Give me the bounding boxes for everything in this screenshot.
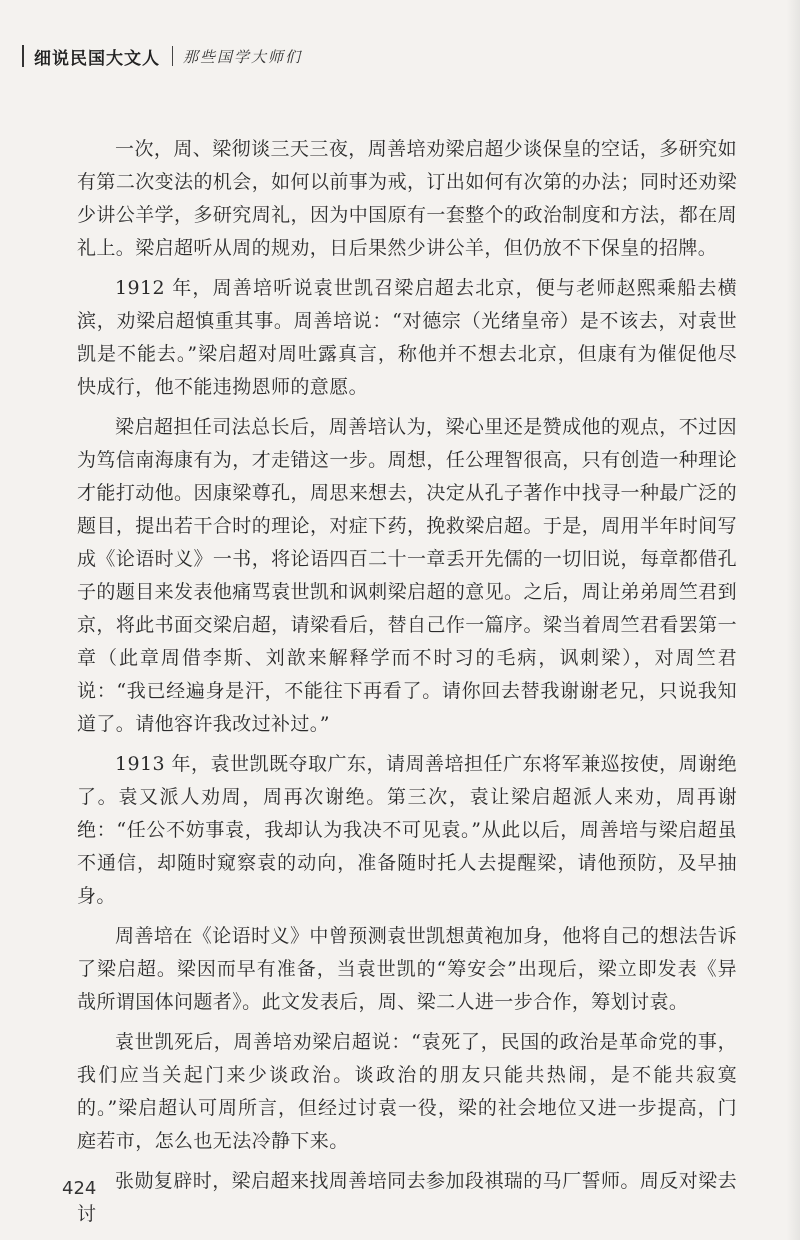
page-number: 424 <box>62 1178 97 1199</box>
body-text <box>77 133 737 1238</box>
page-edge-shadow <box>786 0 800 1240</box>
paragraph: 1913 年，袁世凯既夺取广东，请周善培担任广东将军兼巡按使，周谢绝了。袁又派人劝周，周再次谢绝。第三次，袁让梁启超派人来劝，周再谢绝：“任公不妨事袁，我却认为我决不可见袁。”从此以后，周善培与梁启超虽不通信，却随时窥察袁的动向，准备随时托人去提醒梁，请他预防，及早抽身。 <box>77 753 737 907</box>
running-header <box>22 42 302 70</box>
paragraph: 袁世凯死后，周善培劝梁启超说：“袁死了，民国的政治是革命党的事，我们应当关起门来少谈政治。谈政治的朋友只能共热闹，是不能共寂寞的。”梁启超认可周所言，但经过讨袁一役，梁的社会地位又进一步提高，门庭若市，怎么也无法冷静下来。 <box>77 1031 737 1152</box>
header-separator <box>172 46 173 66</box>
paragraph: 一次，周、梁彻谈三天三夜，周善培劝梁启超少谈保皇的空话，多研究如有第二次变法的机会，如何以前事为戒，订出如何有次第的办法；同时还劝梁少讲公羊学，多研究周礼，因为中国原有一套整个的政治制度和方法，都在周礼上。梁启超听从周的规劝，日后果然少讲公羊，但仍放不下保皇的招牌。 <box>77 138 737 259</box>
paragraph: 周善培在《论语时义》中曾预测袁世凯想黄袍加身，他将自己的想法告诉了梁启超。梁因而早有准备，当袁世凯的“筹安会”出现后，梁立即发表《异哉所谓国体问题者》。此文发表后，周、梁二人进一步合作，筹划讨袁。 <box>77 925 737 1013</box>
paragraph: 梁启超担任司法总长后，周善培认为，梁心里还是赞成他的观点，不过因为笃信南海康有为，才走错这一步。周想，任公理智很高，只有创造一种理论才能打动他。因康梁尊孔，周思来想去，决定从孔子著作中找寻一种最广泛的题目，提出若干合时的理论，对症下药，挽救梁启超。于是，周用半年时间写成《论语时义》一书，将论语四百二十一章丢开先儒的一切旧说，每章都借孔子的题目来发表他痛骂袁世凯和讽刺梁启超的意见。之后，周让弟弟周竺君到京，将此书面交梁启超，请梁看后，替自己作一篇序。梁当着周竺君看罢第一章（此章周借李斯、刘歆来解释学而不时习的毛病，讽刺梁），对周竺君说：“我已经遍身是汗，不能往下再看了。请你回去替我谢谢老兄，只说我知道了。请他容许我改过补过。” <box>77 416 737 735</box>
chapter-title: 那些国学大师们 <box>183 47 303 66</box>
header-bar <box>22 45 24 67</box>
series-title: 细说民国大文人 <box>34 48 160 69</box>
paragraph: 张勋复辟时，梁启超来找周善培同去参加段祺瑞的马厂誓师。周反对梁去讨 <box>77 1170 737 1225</box>
paragraph: 1912 年，周善培听说袁世凯召梁启超去北京，便与老师赵熙乘船去横滨，劝梁启超慎重其事。周善培说：“对德宗（光绪皇帝）是不该去，对袁世凯是不能去。”梁启超对周吐露真言，称他并不想去北京，但康有为催促他尽快成行，他不能违拗恩师的意愿。 <box>77 277 737 398</box>
